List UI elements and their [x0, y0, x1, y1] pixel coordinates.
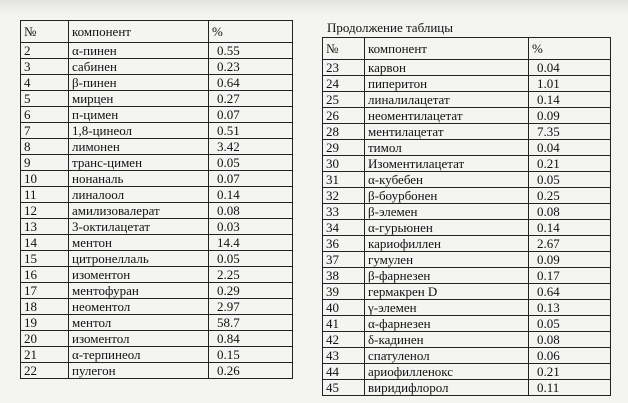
percent-value: 58.7: [209, 315, 293, 331]
left-component-table: [20, 20, 293, 379]
component-name: кариофиллен: [365, 236, 529, 252]
component-name: изоментон: [69, 267, 209, 283]
table-row: [323, 204, 611, 220]
percent-value: 0.51: [209, 123, 293, 139]
component-name: изоментол: [69, 331, 209, 347]
percent-value: 0.13: [529, 300, 611, 316]
row-number: 45: [323, 380, 365, 396]
row-number: 43: [323, 348, 365, 364]
percent-value: 0.11: [529, 380, 611, 396]
percent-value: 0.15: [209, 347, 293, 363]
header-percent: %: [529, 38, 611, 60]
row-number: 44: [323, 364, 365, 380]
row-number: 26: [323, 108, 365, 124]
table-row: [323, 92, 611, 108]
component-name: β-элемен: [365, 204, 529, 220]
table-row: [21, 219, 293, 235]
row-number: 22: [21, 363, 69, 379]
percent-value: 0.06: [529, 348, 611, 364]
table-row: [21, 331, 293, 347]
component-name: α-фарнезен: [365, 316, 529, 332]
percent-value: 0.07: [209, 107, 293, 123]
right-component-table: [322, 37, 611, 396]
component-name: α-пинен: [69, 43, 209, 59]
table-row: [21, 187, 293, 203]
component-name: ментофуран: [69, 283, 209, 299]
component-name: пиперитон: [365, 76, 529, 92]
row-number: 23: [323, 60, 365, 76]
component-name: спатуленол: [365, 348, 529, 364]
table-row: [21, 155, 293, 171]
component-name: транс-цимен: [69, 155, 209, 171]
percent-value: 0.23: [209, 59, 293, 75]
table-row: [323, 156, 611, 172]
table-row: [21, 203, 293, 219]
percent-value: 0.14: [529, 92, 611, 108]
row-number: 41: [323, 316, 365, 332]
percent-value: 0.64: [529, 284, 611, 300]
row-number: 34: [323, 220, 365, 236]
component-name: 3-октилацетат: [69, 219, 209, 235]
header-number: №: [323, 38, 365, 60]
row-number: 2: [21, 43, 69, 59]
row-number: 31: [323, 172, 365, 188]
table-row: [323, 236, 611, 252]
row-number: 3: [21, 59, 69, 75]
left-table-body: [21, 43, 293, 379]
table-row: [323, 60, 611, 76]
row-number: 13: [21, 219, 69, 235]
table-row: [323, 268, 611, 284]
percent-value: 0.03: [209, 219, 293, 235]
table-row: [21, 315, 293, 331]
row-number: 16: [21, 267, 69, 283]
component-name: ментол: [69, 315, 209, 331]
percent-value: 0.55: [209, 43, 293, 59]
component-name: гермакрен D: [365, 284, 529, 300]
component-name: γ-элемен: [365, 300, 529, 316]
percent-value: 0.14: [529, 220, 611, 236]
row-number: 10: [21, 171, 69, 187]
row-number: 14: [21, 235, 69, 251]
component-name: лимонен: [69, 139, 209, 155]
table-row: [323, 348, 611, 364]
percent-value: 7.35: [529, 124, 611, 140]
row-number: 11: [21, 187, 69, 203]
table-row: [21, 59, 293, 75]
header-percent: %: [209, 21, 293, 43]
table-row: [323, 300, 611, 316]
component-name: β-боурбонен: [365, 188, 529, 204]
component-name: линалоол: [69, 187, 209, 203]
table-row: [21, 139, 293, 155]
table-row: [21, 251, 293, 267]
table-row: [323, 316, 611, 332]
percent-value: 2.67: [529, 236, 611, 252]
table-row: [21, 43, 293, 59]
component-name: β-пинен: [69, 75, 209, 91]
table-row: [323, 380, 611, 396]
row-number: 24: [323, 76, 365, 92]
component-name: α-терпинеол: [69, 347, 209, 363]
percent-value: 0.25: [529, 188, 611, 204]
header-component: компонент: [69, 21, 209, 43]
component-name: карвон: [365, 60, 529, 76]
table-row: [21, 75, 293, 91]
percent-value: 0.05: [529, 172, 611, 188]
percent-value: 0.05: [529, 316, 611, 332]
row-number: 19: [21, 315, 69, 331]
row-number: 25: [323, 92, 365, 108]
table-header-row: [323, 38, 611, 60]
table-row: [21, 91, 293, 107]
component-name: δ-кадинен: [365, 332, 529, 348]
row-number: 20: [21, 331, 69, 347]
scan-edge-shadow: [0, 0, 628, 14]
row-number: 28: [323, 124, 365, 140]
row-number: 30: [323, 156, 365, 172]
component-name: 1,8-цинеол: [69, 123, 209, 139]
row-number: 29: [323, 140, 365, 156]
row-number: 38: [323, 268, 365, 284]
component-name: ариофилленокс: [365, 364, 529, 380]
component-name: амилизовалерат: [69, 203, 209, 219]
percent-value: 0.05: [209, 155, 293, 171]
percent-value: 0.04: [529, 60, 611, 76]
component-name: β-фарнезен: [365, 268, 529, 284]
percent-value: 0.05: [209, 251, 293, 267]
table-row: [323, 364, 611, 380]
percent-value: 0.09: [529, 252, 611, 268]
percent-value: 0.21: [529, 156, 611, 172]
continuation-caption: Продолжение таблицы: [327, 20, 453, 35]
component-name: виридифлорол: [365, 380, 529, 396]
percent-value: 0.04: [529, 140, 611, 156]
percent-value: 0.84: [209, 331, 293, 347]
percent-value: 0.08: [209, 203, 293, 219]
component-name: гумулен: [365, 252, 529, 268]
row-number: 17: [21, 283, 69, 299]
table-row: [323, 108, 611, 124]
row-number: 9: [21, 155, 69, 171]
percent-value: 0.29: [209, 283, 293, 299]
header-component: компонент: [365, 38, 529, 60]
percent-value: 1.01: [529, 76, 611, 92]
percent-value: 0.08: [529, 204, 611, 220]
right-table-body: [323, 60, 611, 396]
table-row: [21, 123, 293, 139]
component-name: тимол: [365, 140, 529, 156]
table-row: [323, 284, 611, 300]
row-number: 39: [323, 284, 365, 300]
row-number: 21: [21, 347, 69, 363]
row-number: 40: [323, 300, 365, 316]
row-number: 6: [21, 107, 69, 123]
table-row: [323, 76, 611, 92]
percent-value: 0.27: [209, 91, 293, 107]
percent-value: 2.97: [209, 299, 293, 315]
table-row: [323, 188, 611, 204]
row-number: 42: [323, 332, 365, 348]
component-name: Изоментилацетат: [365, 156, 529, 172]
component-name: п-цимен: [69, 107, 209, 123]
row-number: 5: [21, 91, 69, 107]
table-row: [21, 347, 293, 363]
table-row: [21, 107, 293, 123]
component-name: ментилацетат: [365, 124, 529, 140]
row-number: 36: [323, 236, 365, 252]
percent-value: 3.42: [209, 139, 293, 155]
table-row: [21, 171, 293, 187]
row-number: 33: [323, 204, 365, 220]
percent-value: 0.09: [529, 108, 611, 124]
row-number: 37: [323, 252, 365, 268]
component-name: линалилацетат: [365, 92, 529, 108]
table-row: [21, 267, 293, 283]
component-name: ментон: [69, 235, 209, 251]
percent-value: 0.07: [209, 171, 293, 187]
row-number: 7: [21, 123, 69, 139]
table-row: [323, 124, 611, 140]
table-row: [323, 220, 611, 236]
percent-value: 0.17: [529, 268, 611, 284]
table-header-row: [21, 21, 293, 43]
component-name: мирцен: [69, 91, 209, 107]
table-row: [323, 172, 611, 188]
component-name: α-гурьюнен: [365, 220, 529, 236]
component-name: неоментол: [69, 299, 209, 315]
row-number: 8: [21, 139, 69, 155]
table-row: [21, 283, 293, 299]
percent-value: 14.4: [209, 235, 293, 251]
row-number: 15: [21, 251, 69, 267]
row-number: 4: [21, 75, 69, 91]
percent-value: 0.14: [209, 187, 293, 203]
table-row: [323, 252, 611, 268]
percent-value: 2.25: [209, 267, 293, 283]
component-name: пулегон: [69, 363, 209, 379]
component-name: неоментилацетат: [365, 108, 529, 124]
header-number: №: [21, 21, 69, 43]
table-row: [21, 299, 293, 315]
table-row: [323, 332, 611, 348]
table-row: [323, 140, 611, 156]
component-name: нонаналь: [69, 171, 209, 187]
percent-value: 0.26: [209, 363, 293, 379]
percent-value: 0.08: [529, 332, 611, 348]
table-row: [21, 363, 293, 379]
component-name: цитронеллаль: [69, 251, 209, 267]
percent-value: 0.21: [529, 364, 611, 380]
table-row: [21, 235, 293, 251]
percent-value: 0.64: [209, 75, 293, 91]
component-name: α-кубебен: [365, 172, 529, 188]
component-name: сабинен: [69, 59, 209, 75]
row-number: 32: [323, 188, 365, 204]
row-number: 12: [21, 203, 69, 219]
row-number: 18: [21, 299, 69, 315]
